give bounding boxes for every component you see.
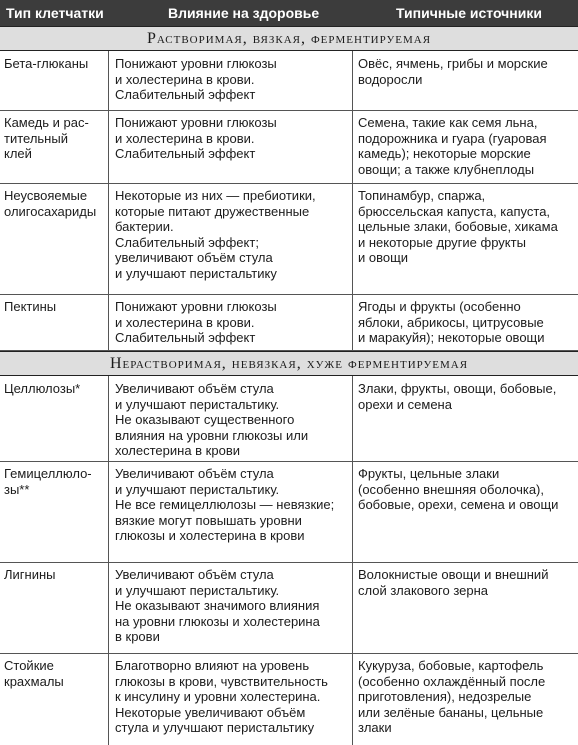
cell-line: холестерина в крови (115, 443, 240, 458)
table-row (0, 653, 578, 745)
cell-effect (115, 115, 350, 162)
cell-line: к инсулину и уровни холестерина. (115, 689, 321, 704)
cell-line: Камедь и рас- (4, 115, 89, 130)
column-divider (352, 376, 353, 745)
cell-sources (358, 567, 576, 598)
cell-line: бактерии. (115, 219, 174, 234)
cell-line: подорожника и гуара (гуаровая (358, 130, 547, 146)
cell-line: Злаки, фрукты, овощи, бобовые, (358, 381, 557, 396)
cell-type (4, 567, 104, 583)
cell-effect (115, 567, 350, 645)
cell-line: Фрукты, цельные злаки (358, 466, 500, 481)
cell-type (4, 299, 104, 315)
cell-line: Понижают уровни глюкозы (115, 56, 277, 71)
cell-line: злаки (358, 720, 392, 735)
cell-line: Понижают уровни глюкозы (115, 299, 277, 314)
table-row (0, 51, 578, 111)
column-divider (352, 51, 353, 350)
cell-line: стула и улучшают перистальтику (115, 720, 315, 735)
cell-type (4, 658, 104, 689)
cell-line: вязкие могут повышать уровни (115, 512, 302, 528)
cell-sources (358, 466, 576, 513)
cell-line: яблоки, абрикосы, цитрусовые (358, 314, 544, 330)
cell-line: крахмалы (4, 673, 64, 689)
cell-line: Некоторые увеличивают объём (115, 704, 306, 720)
section-insoluble: Нерастворимая, невязкая, хуже ферментируемая (0, 351, 578, 376)
cell-line: и холестерина в крови. (115, 71, 255, 87)
cell-line: Неусвояемые (4, 188, 88, 203)
column-divider (108, 376, 109, 745)
cell-line: и улучшают перистальтику. (115, 582, 280, 598)
cell-line: цельные злаки, бобовые, хикама (358, 219, 558, 234)
cell-line: тительный (4, 130, 68, 146)
cell-line: и холестерина в крови. (115, 130, 255, 146)
table-header (0, 0, 578, 26)
cell-effect (115, 381, 350, 459)
cell-type (4, 115, 104, 162)
cell-line: Слабительный эффект (115, 146, 256, 161)
cell-sources (358, 299, 576, 346)
cell-line: и улучшают перистальтику. (115, 396, 280, 412)
cell-sources (358, 188, 576, 266)
cell-type (4, 188, 104, 219)
cell-effect (115, 188, 350, 281)
header-effect: Влияние на здоровье (168, 5, 320, 21)
cell-line: увеличивают объём стула (115, 250, 273, 265)
cell-line: Бета-глюканы (4, 56, 89, 71)
cell-line: Слабительный эффект (115, 87, 256, 102)
cell-sources (358, 115, 576, 177)
cell-line: Топинамбур, спаржа, (358, 188, 486, 203)
cell-sources (358, 56, 576, 87)
cell-line: Увеличивают объём стула (115, 567, 274, 582)
cell-line: камедь); некоторые морские (358, 146, 531, 161)
cell-effect (115, 658, 350, 736)
table-row (0, 110, 578, 184)
cell-line: Гемицеллюло- (4, 466, 92, 481)
cell-line: слой злакового зерна (358, 582, 488, 598)
table-row (0, 183, 578, 295)
cell-line: Увеличивают объём стула (115, 381, 274, 396)
cell-line: влияния на уровни глюкозы или (115, 427, 309, 443)
cell-line: и холестерина в крови. (115, 314, 255, 330)
cell-line: Овёс, ячмень, грибы и морские (358, 56, 548, 71)
cell-line: Лигнины (4, 567, 56, 582)
cell-line: на уровни глюкозы и холестерина (115, 613, 320, 629)
cell-type (4, 381, 104, 397)
cell-line: и маракуйя); некоторые овощи (358, 330, 545, 345)
cell-line: глюкозы в крови, чувствительность (115, 673, 328, 689)
cell-line: в крови (115, 629, 160, 644)
cell-line: Не оказывают существенного (115, 412, 295, 427)
cell-line: Слабительный эффект; (115, 234, 259, 250)
cell-line: которые питают дружественные (115, 203, 310, 219)
cell-type (4, 466, 104, 497)
cell-line: Не оказывают значимого влияния (115, 598, 320, 613)
cell-line: и овощи (358, 250, 409, 265)
header-sources: Типичные источники (396, 5, 542, 21)
cell-line: приготовления), недозрелые (358, 689, 532, 704)
cell-effect (115, 299, 350, 346)
table-row (0, 562, 578, 654)
table-row (0, 461, 578, 563)
cell-line: Целлюлозы* (4, 381, 81, 396)
cell-line: брюссельская капуста, капуста, (358, 203, 551, 219)
cell-line: Не все гемицеллюлозы — невязкие; (115, 497, 335, 512)
cell-line: или зелёные бананы, цельные (358, 704, 544, 720)
cell-line: олигосахариды (4, 203, 97, 219)
cell-line: бобовые, орехи, семена и овощи (358, 497, 559, 512)
table-row (0, 294, 578, 351)
cell-line: клей (4, 146, 32, 161)
header-type: Тип клетчатки (6, 5, 104, 21)
cell-line: Волокнистые овощи и внешний (358, 567, 549, 582)
cell-line: Увеличивают объём стула (115, 466, 274, 481)
cell-line: глюкозы и холестерина в крови (115, 528, 305, 543)
cell-line: орехи и семена (358, 396, 452, 412)
cell-line: Пектины (4, 299, 57, 314)
cell-line: Ягоды и фрукты (особенно (358, 299, 521, 314)
cell-line: водоросли (358, 71, 423, 87)
cell-line: и некоторые другие фрукты (358, 234, 526, 250)
cell-line: (особенно внешняя оболочка), (358, 481, 544, 497)
cell-line: и улучшают перистальтику. (115, 481, 280, 497)
cell-line: (особенно охлаждённый после (358, 673, 546, 689)
section-soluble: Растворимая, вязкая, ферментируемая (0, 26, 578, 51)
table-row (0, 376, 578, 462)
cell-sources (358, 381, 576, 412)
cell-line: Благотворно влияют на уровень (115, 658, 310, 673)
cell-line: Некоторые из них — пребиотики, (115, 188, 316, 203)
cell-line: овощи; а также клубнеплоды (358, 161, 535, 177)
cell-line: Слабительный эффект (115, 330, 256, 345)
cell-sources (358, 658, 576, 736)
cell-line: зы** (4, 481, 30, 497)
cell-effect (115, 466, 350, 544)
cell-line: Стойкие (4, 658, 54, 673)
cell-effect (115, 56, 350, 103)
column-divider (108, 51, 109, 350)
cell-line: Семена, такие как семя льна, (358, 115, 538, 130)
cell-type (4, 56, 104, 72)
cell-line: и улучшают перистальтику (115, 265, 277, 281)
cell-line: Понижают уровни глюкозы (115, 115, 277, 130)
cell-line: Кукуруза, бобовые, картофель (358, 658, 544, 673)
